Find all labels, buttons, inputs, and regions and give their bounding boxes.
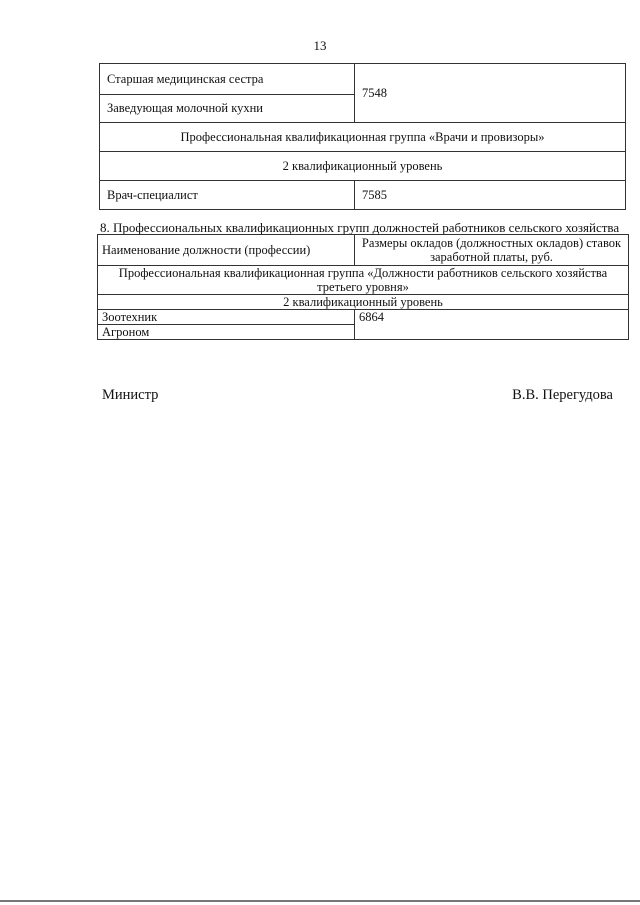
table-row xyxy=(98,295,629,310)
group-title: Профессиональная квалификационная группа «Врачи и провизоры» xyxy=(100,123,626,152)
level-title: 2 квалификационный уровень xyxy=(98,295,629,310)
position-name: Заведующая молочной кухни xyxy=(100,95,355,123)
group-title: Профессиональная квалификационная группа «Должности работников сельского хозяйства третьего уровня» xyxy=(98,266,629,295)
level-title: 2 квалификационный уровень xyxy=(100,152,626,181)
table-row xyxy=(98,266,629,295)
position-name: Зоотехник xyxy=(98,310,355,325)
table-row xyxy=(100,181,626,210)
salary-table-medical xyxy=(99,63,626,210)
table-row xyxy=(100,64,626,95)
table-row xyxy=(98,310,629,325)
column-header-position: Наименование должности (профессии) xyxy=(98,235,355,266)
signatory-name: В.В. Перегудова xyxy=(512,387,613,403)
position-name: Агроном xyxy=(98,325,355,340)
salary-value: 6864 xyxy=(355,310,629,340)
signatory-position: Министр xyxy=(102,387,159,403)
table-header-row xyxy=(98,235,629,266)
page-number: 13 xyxy=(313,38,327,53)
column-header-salary: Размеры окладов (должностных окладов) ставок заработной платы, руб. xyxy=(355,235,629,266)
table-row xyxy=(100,152,626,181)
page-bottom-border xyxy=(0,900,640,902)
table-row xyxy=(100,123,626,152)
position-name: Врач-специалист xyxy=(100,181,355,210)
salary-value: 7548 xyxy=(355,64,626,123)
salary-value: 7585 xyxy=(355,181,626,210)
position-name: Старшая медицинская сестра xyxy=(100,64,355,95)
section-title: 8. Профессиональных квалификационных групп должностей работников сельского хозяйства xyxy=(100,220,620,235)
salary-table-agriculture xyxy=(97,234,629,340)
